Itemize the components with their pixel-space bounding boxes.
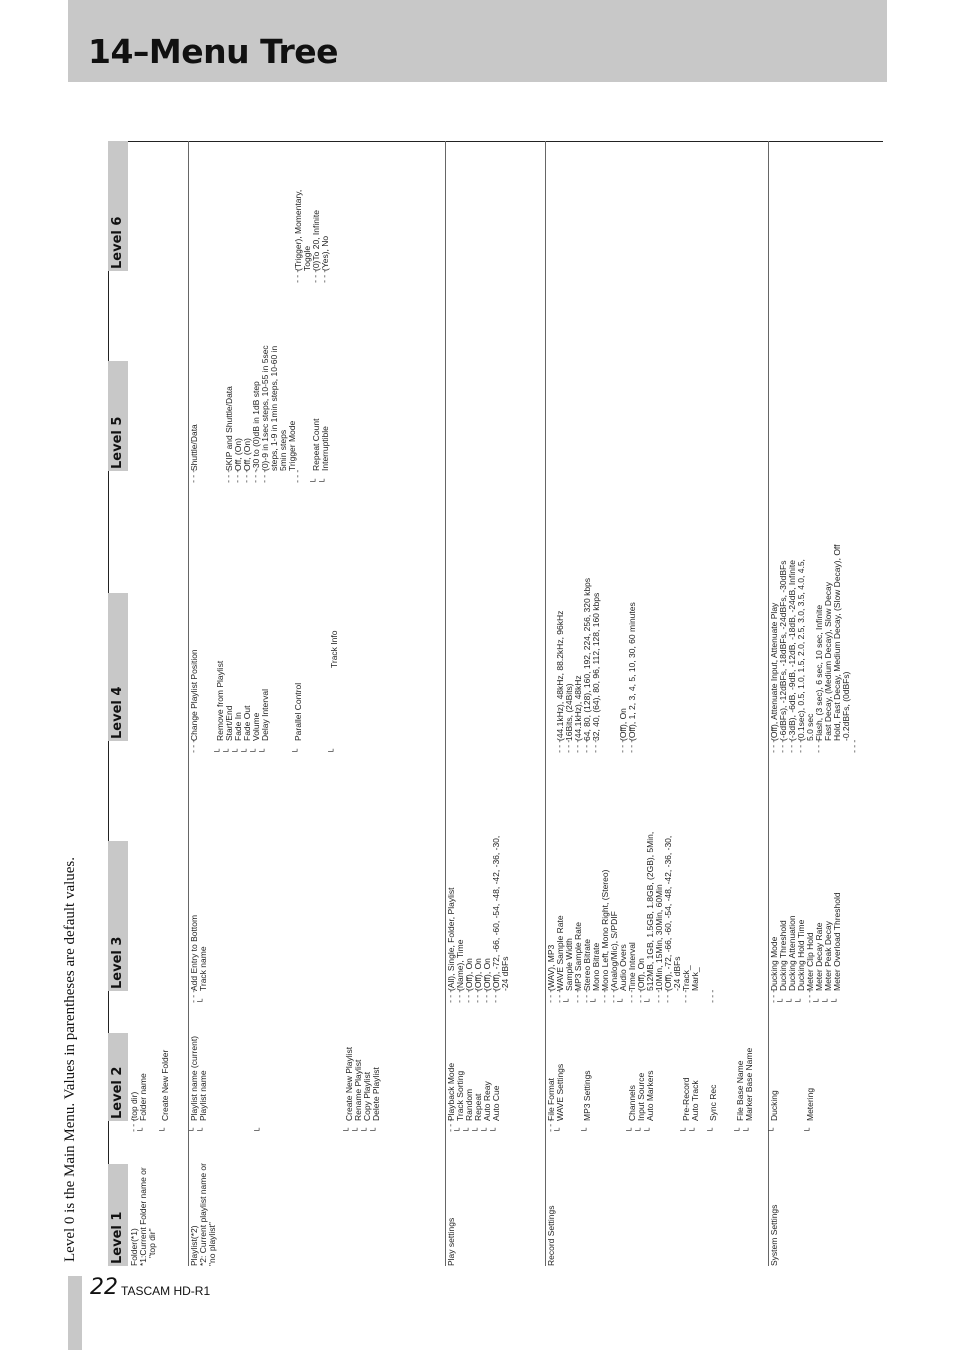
auto-reay-value: (Off), On xyxy=(482,958,492,991)
system-l3-connector: └ xyxy=(787,998,797,1004)
wave-sample-rate-value: (44.1kHz), 48kHz, 88.2kHz, 96kHz xyxy=(555,610,565,741)
document-name: TASCAM HD-R1 xyxy=(121,1284,211,1298)
playlist-l4-connector: └ xyxy=(260,748,270,754)
fade-out-value: Off, (On) xyxy=(242,438,252,471)
record-connector: └ xyxy=(708,1127,718,1133)
mp3-settings: MP3 Settings xyxy=(582,1070,592,1121)
playlist-l1-note-2: "no playlist" xyxy=(207,1222,217,1266)
ducking-attenuation-value: (-3dB), -6dB, -9dB, -12dB, -18dB, -24dB, Infinite xyxy=(787,560,797,741)
record-l3-connector: --- xyxy=(546,988,556,1004)
record-connector: --- xyxy=(546,1117,556,1133)
record-connector: └ xyxy=(645,1127,655,1133)
input-source: Input Source xyxy=(636,1072,646,1121)
meter-peak-decay: Meter Peak Decay xyxy=(823,921,833,991)
pre-record-value: (Off), On xyxy=(636,958,646,991)
playlist-connector: └ xyxy=(255,1127,265,1133)
page-edge-tab xyxy=(68,1276,82,1350)
playlist-l5-connector: └ xyxy=(320,478,330,484)
table-right-rule xyxy=(108,141,883,142)
auto-markers: Auto Markers xyxy=(645,1070,655,1121)
record-l4-connector: --- xyxy=(564,738,574,754)
level-4-header: Level 4 xyxy=(108,593,128,741)
play-connector: └ xyxy=(491,1127,501,1133)
playlist-l4-connector: └ xyxy=(329,748,339,754)
channels: Channels xyxy=(627,1085,637,1121)
track-name: Track name xyxy=(198,946,208,991)
ducking-hold-time-value-2: 5.0 sec xyxy=(805,713,815,741)
stereo-bitrate-value: 64, 80, (128), 160, 192, 224, 256, 320 kbps xyxy=(582,577,592,741)
record-l3-connector: --- xyxy=(609,988,619,1004)
playlist-l4-connector: └ xyxy=(293,748,303,754)
file-base-name-value: Track_ xyxy=(681,965,691,991)
ducking-threshold: Ducking Threshold xyxy=(778,920,788,991)
system-l4-connector: --- xyxy=(814,738,824,754)
record-settings-title: Record Settings xyxy=(546,1205,556,1266)
mono-bitrate-value: 32, 40, (64), 80, 96, 112, 128, 160 kbps xyxy=(591,592,601,741)
playlist-name: Playlist name xyxy=(198,1070,208,1121)
record-l3-connector: --- xyxy=(627,988,637,1004)
create-new-folder: Create New Folder xyxy=(160,1049,170,1121)
fade-in-value: Off, (On) xyxy=(233,438,243,471)
auto-cue: Auto Cue xyxy=(491,1085,501,1121)
record-l3-connector: --- xyxy=(573,988,583,1004)
folder-l1-note-2: "top dir" xyxy=(147,1228,157,1258)
record-l3-connector: --- xyxy=(708,988,718,1004)
system-connector: └ xyxy=(769,1127,779,1133)
ducking-attenuation: Ducking Attenuation xyxy=(787,915,797,991)
marker-base-name-value: Mark_ xyxy=(690,967,700,991)
file-base-name: File Base Name xyxy=(735,1060,745,1121)
playlist-l6-connector: --- xyxy=(320,268,330,284)
record-l4-connector: --- xyxy=(555,738,565,754)
play-settings-title: Play settings xyxy=(446,1217,456,1266)
playlist-connector: └ xyxy=(362,1127,372,1133)
copy-playlist: Copy Playlist xyxy=(362,1071,372,1121)
system-l3-connector: --- xyxy=(769,988,779,1004)
playlist-connector: └ xyxy=(344,1127,354,1133)
time-interval-value: (Off), 1, 2, 3, 4, 5, 10, 30, 60 minutes xyxy=(627,602,637,741)
table-caption: Level 0 is the Main Menu. Values in parentheses are default values. xyxy=(62,856,78,1262)
meter-clip-hold-value: Flash, (3 sec), 6 sec, 10 sec, Infinite xyxy=(814,604,824,741)
play-connector: └ xyxy=(455,1127,465,1133)
playlist-l5-connector: --- xyxy=(189,468,199,484)
meter-decay-rate-value: Fast Decay, (Medium Decay), Slow Decay xyxy=(823,581,833,741)
add-entry-to-bottom: Add Entry to Bottom xyxy=(189,914,199,991)
auto-track: Auto Track xyxy=(690,1080,700,1121)
record-connector: └ xyxy=(681,1127,691,1133)
track-sorting: Track Sorting xyxy=(455,1070,465,1121)
delay-value-3: 5min steps xyxy=(278,429,288,471)
auto-track-value-2: 10Min, 15Min, 30Min, 60Min xyxy=(654,884,664,991)
record-l3-connector: --- xyxy=(582,988,592,1004)
playlist-connector: └ xyxy=(353,1127,363,1133)
record-connector: └ xyxy=(555,1127,565,1133)
file-format: File Format xyxy=(546,1078,556,1121)
playlist-l5-connector: └ xyxy=(311,478,321,484)
play-l3-connector: --- xyxy=(464,988,474,1004)
system-l3-connector: └ xyxy=(778,998,788,1004)
playlist-l4-connector: └ xyxy=(251,748,261,754)
chapter-title: 14–Menu Tree xyxy=(88,32,339,71)
playlist-l5-connector: --- xyxy=(293,468,303,484)
level-6-header: Level 6 xyxy=(108,141,128,271)
playback-mode: Playback Mode xyxy=(446,1062,456,1121)
playlist-l5-connector: --- xyxy=(260,468,270,484)
skip-shuttle-data: SKIP and Shuttle/Data xyxy=(224,386,234,471)
record-l4-connector: --- xyxy=(618,738,628,754)
folder-top-dir: (top dir) xyxy=(129,1091,139,1121)
folder-connector: --- xyxy=(129,1117,139,1133)
audio-overs: Audio Overs xyxy=(618,944,628,991)
change-playlist-position: Change Playlist Position xyxy=(189,649,199,741)
repeat-count-value: (0)To 20, Infinite xyxy=(311,210,321,271)
record-l3-connector: --- xyxy=(663,988,673,1004)
channels-value: Mono Left, Mono Right, (Stereo) xyxy=(600,869,610,991)
input-source-value: (Analog/Mic), S/PDIF xyxy=(609,911,619,991)
fade-out: Fade Out xyxy=(242,705,252,741)
delete-playlist: Delete Playlist xyxy=(371,1067,381,1121)
record-connector: └ xyxy=(744,1127,754,1133)
random-value: (Off), On xyxy=(464,958,474,991)
time-interval: Time Interval xyxy=(627,942,637,991)
system-l3-connector: --- xyxy=(805,988,815,1004)
playlist-l4-connector: └ xyxy=(233,748,243,754)
trigger-mode-value: (Trigger), Momentary, xyxy=(293,189,303,271)
playlist-l6-connector: --- xyxy=(293,268,303,284)
playlist-l5-connector: --- xyxy=(233,468,243,484)
auto-cue-value-2: -24 dBFs xyxy=(500,956,510,991)
volume-value: -30 to (0)dB in 1dB step xyxy=(251,381,261,471)
ducking-mode: Ducking Mode xyxy=(769,936,779,991)
ducking-hold-time: Ducking Hold Time xyxy=(796,919,806,991)
folder-connector: └ xyxy=(160,1127,170,1133)
folder-name: Folder name xyxy=(138,1073,148,1121)
playlist-l4-connector: └ xyxy=(242,748,252,754)
playlist-l5-connector: --- xyxy=(224,468,234,484)
playlist-connector: └ xyxy=(198,1127,208,1133)
play-connector: └ xyxy=(482,1127,492,1133)
repeat: Repeat xyxy=(473,1093,483,1121)
audio-overs-value: (Off), On xyxy=(618,708,628,741)
playlist-l4-connector: --- xyxy=(189,738,199,754)
sample-width-value: 16Bits, (24Bits) xyxy=(564,683,574,741)
playlist-l4-connector: └ xyxy=(224,748,234,754)
level-2-header: Level 2 xyxy=(108,1033,128,1121)
random: Random xyxy=(464,1088,474,1121)
record-connector: └ xyxy=(627,1127,637,1133)
meter-clip-hold: Meter Clip Hold xyxy=(805,932,815,991)
create-new-playlist: Create New Playlist xyxy=(344,1046,354,1121)
playlist-l3-connector: --- xyxy=(189,988,199,1004)
record-connector: └ xyxy=(735,1127,745,1133)
metering: Metering xyxy=(805,1087,815,1121)
sync-rec-value-2: -24 dBFs xyxy=(672,956,682,991)
play-l3-connector: --- xyxy=(491,988,501,1004)
marker-base-name: Marker Base Name xyxy=(744,1047,754,1121)
rename-playlist: Rename Playlist xyxy=(353,1059,363,1121)
pre-record: Pre-Record xyxy=(681,1077,691,1121)
level-3-header: Level 3 xyxy=(108,841,128,991)
delay-value: (0)-9 in 1sec steps, 10-55 in 5sec xyxy=(260,345,270,471)
stereo-bitrate: Stereo Bitrate xyxy=(582,939,592,991)
ducking-hold-time-value: (0.1sec), 0.5, 1.0, 1.5, 2.0, 2.5, 3.0, 3.5, 4.0, 4.5, xyxy=(796,559,806,741)
system-connector: └ xyxy=(805,1127,815,1133)
play-l3-connector: --- xyxy=(455,988,465,1004)
playlist-l4-connector: └ xyxy=(215,748,225,754)
play-connector: --- xyxy=(446,1117,456,1133)
record-l3-connector: └ xyxy=(618,998,628,1004)
play-l3-connector: --- xyxy=(482,988,492,1004)
auto-cue-value: (Off), -72, -66, -60, -54, -48, -42, -36, -30, xyxy=(491,835,501,991)
meter-peak-decay-value: Hold, Fast Decay, Medium Decay, (Slow Decay), Off xyxy=(832,544,842,741)
system-settings-title: System Settings xyxy=(769,1204,779,1266)
interruptible: Interruptible xyxy=(320,426,330,471)
wave-sample-rate: WAVE Sample Rate xyxy=(555,915,565,991)
volume: Volume xyxy=(251,712,261,741)
record-l3-connector: --- xyxy=(636,988,646,1004)
remove-from-playlist: Remove from Playlist xyxy=(215,660,225,741)
record-l3-connector: --- xyxy=(654,988,664,1004)
playback-mode-value: (All), Single, Folder, Playlist xyxy=(446,887,456,991)
system-l3-connector: └ xyxy=(796,998,806,1004)
playlist-connector: └ xyxy=(189,1127,199,1133)
record-l3-connector: --- xyxy=(555,988,565,1004)
mp3-sample-rate: MP3 Sample Rate xyxy=(573,922,583,991)
playlist-l5-connector: --- xyxy=(251,468,261,484)
record-l3-connector: --- xyxy=(681,988,691,1004)
level-1-header: Level 1 xyxy=(108,1164,128,1266)
playlist-l1-note: *2: Current playlist name or xyxy=(198,1163,208,1266)
record-l4-connector: --- xyxy=(627,738,637,754)
auto-reay: Auto Reay xyxy=(482,1081,492,1121)
record-connector: └ xyxy=(690,1127,700,1133)
record-connector: └ xyxy=(582,1127,592,1133)
playlist-connector: └ xyxy=(371,1127,381,1133)
record-l3-connector: --- xyxy=(600,988,610,1004)
shuttle-data: Shuttle/Data xyxy=(189,424,199,471)
auto-track-value: 512MB, 1GB, 1.5GB, 1.8GB, (2GB), 5Min, xyxy=(645,831,655,991)
interruptible-value: (Yes), No xyxy=(320,235,330,271)
repeat-value: (Off), On xyxy=(473,958,483,991)
meter-overload-threshold-value: -0.2dBFs, (0dBFs) xyxy=(841,671,851,741)
playlist-l6-connector: --- xyxy=(311,268,321,284)
chapter-header-bar xyxy=(68,0,887,82)
play-connector: └ xyxy=(473,1127,483,1133)
start-end: Start/End xyxy=(224,705,234,741)
delay-value-2: steps, 1-9 in 1min steps, 10-60 in xyxy=(269,345,279,471)
play-l3-connector: --- xyxy=(446,988,456,1004)
mono-bitrate: Mono Bitrate xyxy=(591,942,601,991)
ducking-threshold-value: (-6dBFs), -12dBFs, -18dBFs, -24dBFs, -30dBFs xyxy=(778,560,788,741)
playlist-l1-title: Playlist(*2) xyxy=(189,1225,199,1266)
record-l3-connector: └ xyxy=(564,998,574,1004)
system-l4-connector: --- xyxy=(778,738,788,754)
system-l4-connector: --- xyxy=(796,738,806,754)
record-connector: └ xyxy=(636,1127,646,1133)
folder-connector: └ xyxy=(138,1127,148,1133)
playlist-l5-connector: --- xyxy=(242,468,252,484)
playlist-l3-connector: └ xyxy=(198,998,208,1004)
level-5-header: Level 5 xyxy=(108,361,128,471)
ducking: Ducking xyxy=(769,1090,779,1121)
file-format-value: (WAV), MP3 xyxy=(546,944,556,991)
playlist-current: Playlist name (current) xyxy=(189,1035,199,1121)
ducking-mode-value: (Off), Attenuate Input, Attenuate Play xyxy=(769,602,779,741)
track-info: Track Info xyxy=(329,630,339,668)
wave-settings: WAVE Settings xyxy=(555,1063,565,1121)
system-l3-connector: └ xyxy=(823,998,833,1004)
record-l4-connector: --- xyxy=(591,738,601,754)
record-l3-connector: └ xyxy=(591,998,601,1004)
system-l3-connector: └ xyxy=(832,998,842,1004)
page-number: 22 xyxy=(90,1275,118,1300)
menu-tree-table xyxy=(108,141,883,1266)
row-divider xyxy=(188,141,189,1266)
sample-width: Sample Width xyxy=(564,938,574,991)
system-l4-connector: --- xyxy=(850,738,860,754)
repeat-count: Repeat Count xyxy=(311,418,321,471)
parallel-control: Parallel Control xyxy=(293,682,303,741)
folder-l1-title: Folder(*1) xyxy=(129,1228,139,1266)
trigger-mode: Trigger Mode xyxy=(287,420,297,471)
fade-in: Fade In xyxy=(233,712,243,741)
record-l4-connector: --- xyxy=(573,738,583,754)
play-connector: └ xyxy=(464,1127,474,1133)
track-sorting-value: (Name), Time xyxy=(455,939,465,991)
sync-rec: Sync Rec xyxy=(708,1084,718,1121)
system-l3-connector: └ xyxy=(814,998,824,1004)
system-l4-connector: --- xyxy=(787,738,797,754)
sync-rec-value: (Off), -72, -66, -60, -54, -48, -42, -36, -30, xyxy=(663,835,673,991)
meter-overload-threshold: Meter Overload Threshold xyxy=(832,892,842,991)
meter-decay-rate: Meter Decay Rate xyxy=(814,922,824,991)
system-l4-connector: --- xyxy=(769,738,779,754)
folder-l1-note: *1:Current Folder name or xyxy=(138,1167,148,1266)
record-l3-connector: └ xyxy=(645,998,655,1004)
delay-interval: Delay Interval xyxy=(260,689,270,741)
trigger-mode-value-2: Toggle xyxy=(302,245,312,271)
mp3-sample-rate-value: (44.1kHz), 48kHz xyxy=(573,675,583,741)
play-l3-connector: --- xyxy=(473,988,483,1004)
record-l4-connector: --- xyxy=(582,738,592,754)
